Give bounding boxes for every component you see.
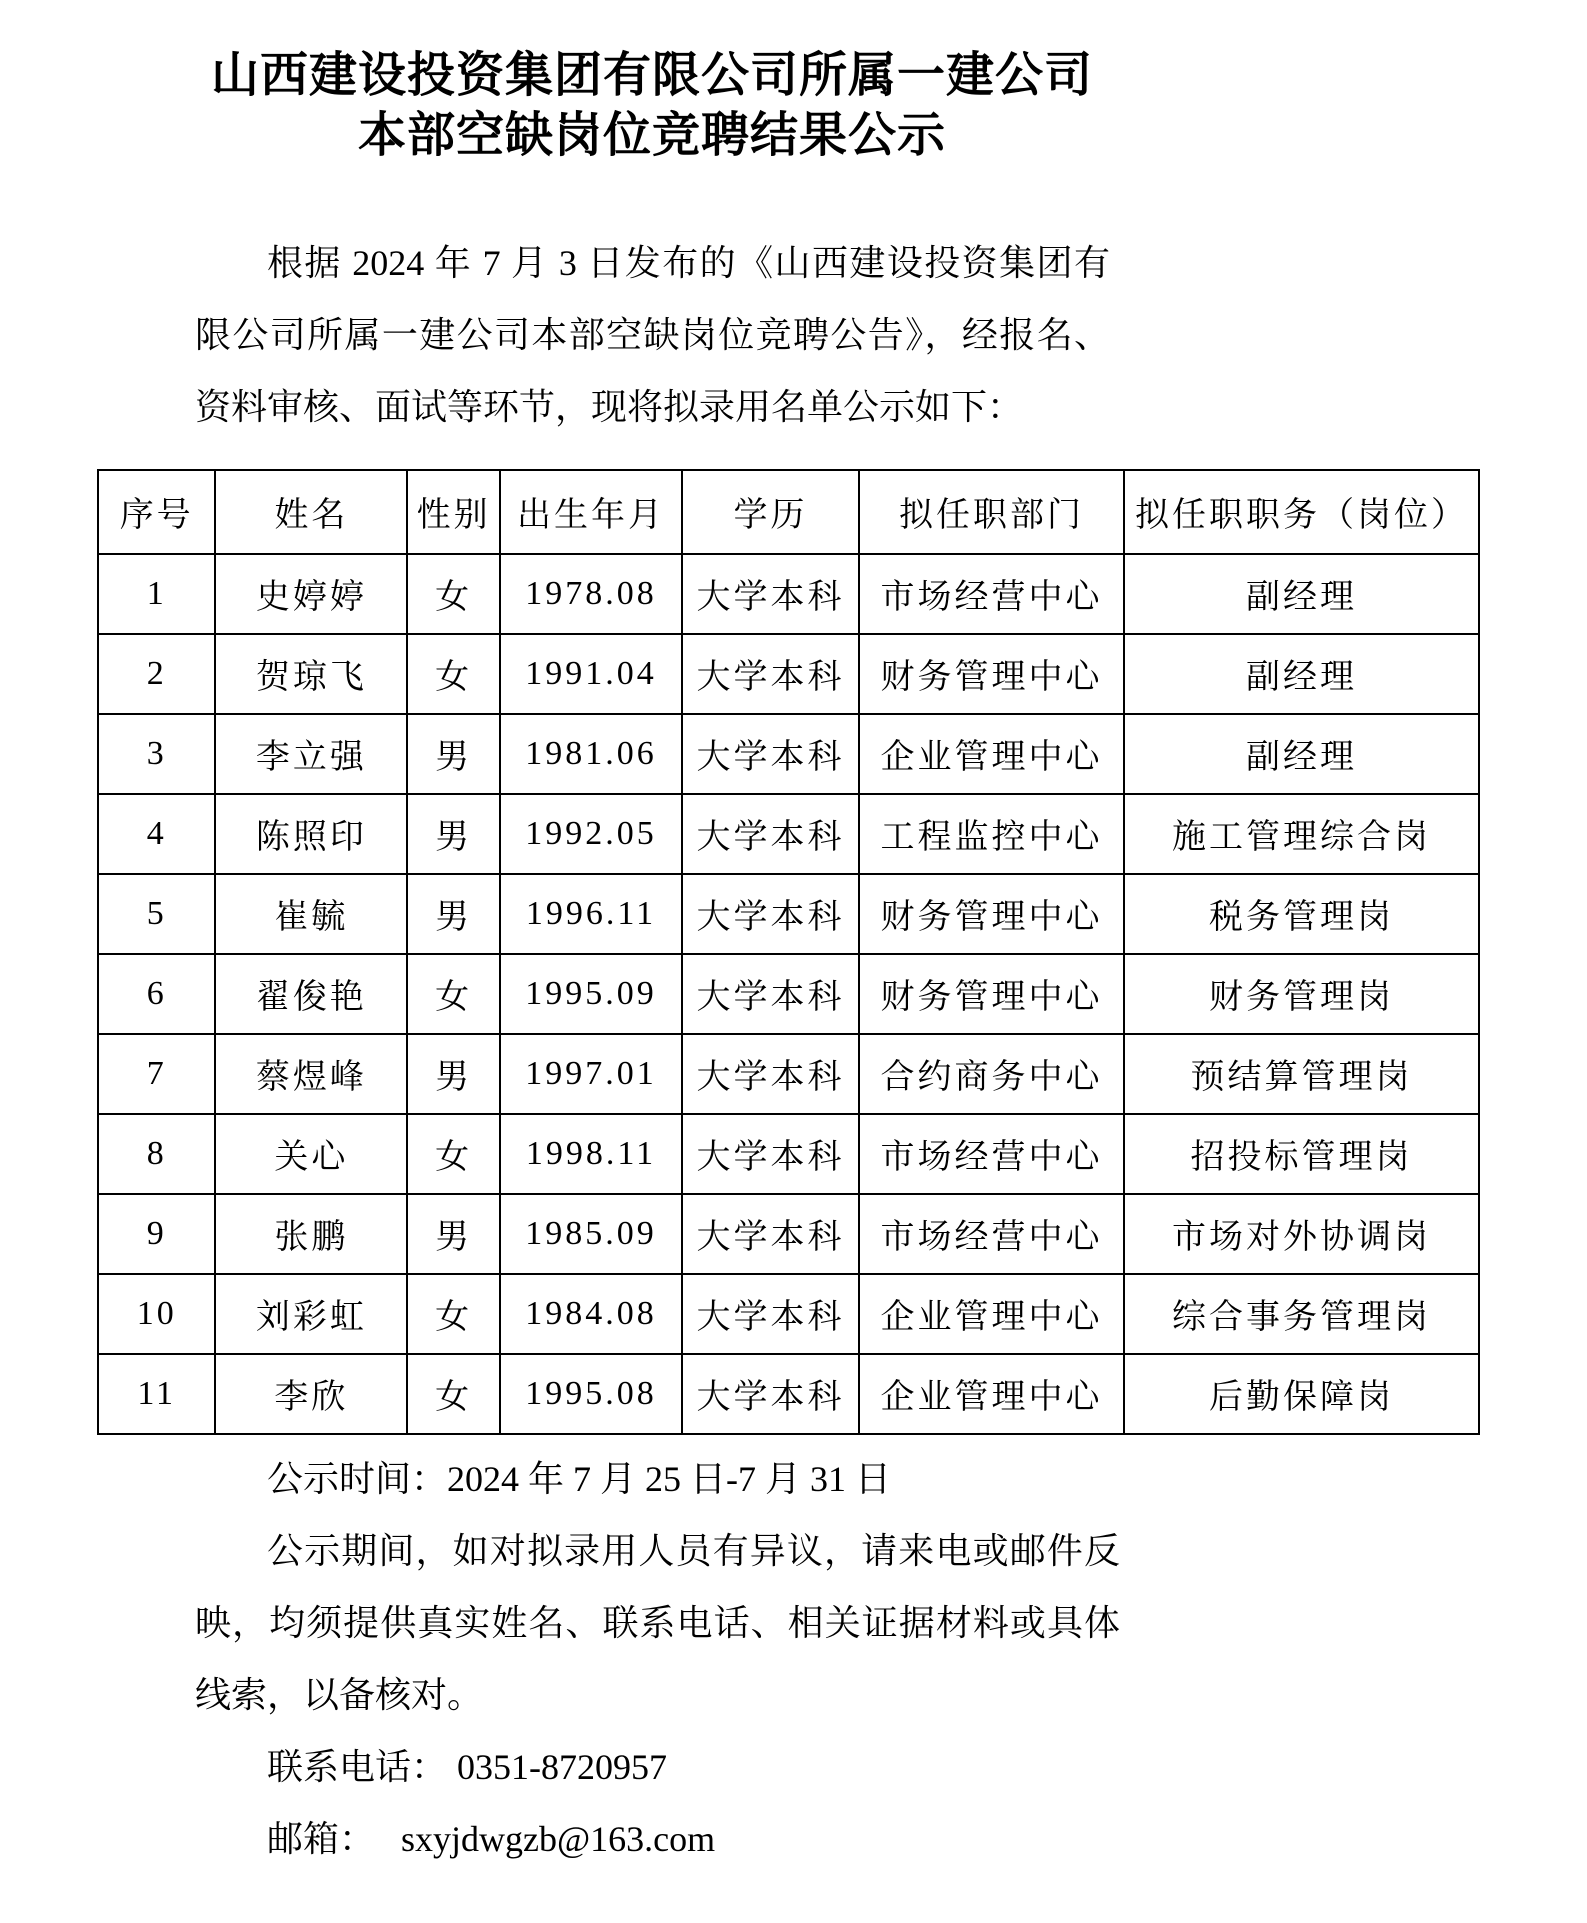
table-cell: 8 <box>98 1114 215 1194</box>
publicity-period-line: 公示时间：2024 年 7 月 25 日-7 月 31 日 <box>267 1458 891 1499</box>
table-cell: 5 <box>98 874 215 954</box>
table-cell: 大学本科 <box>682 1034 859 1114</box>
table-cell: 男 <box>407 794 500 874</box>
table-cell: 1991.04 <box>500 634 682 714</box>
table-cell: 李欣 <box>215 1354 407 1434</box>
results-table <box>97 469 1480 1435</box>
table-cell: 女 <box>407 634 500 714</box>
table-cell: 副经理 <box>1124 554 1479 634</box>
title-line-2: 本部空缺岗位竞聘结果公示 <box>357 109 946 163</box>
table-cell: 9 <box>98 1194 215 1274</box>
table-cell: 1 <box>98 554 215 634</box>
table-cell: 1981.06 <box>500 714 682 794</box>
table-cell: 企业管理中心 <box>859 714 1124 794</box>
table-cell: 贺琼飞 <box>215 634 407 714</box>
phone-label: 联系电话： <box>267 1746 448 1787</box>
table-cell: 财务管理中心 <box>859 874 1124 954</box>
table-cell: 综合事务管理岗 <box>1124 1274 1479 1354</box>
table-cell: 工程监控中心 <box>859 794 1124 874</box>
table-row <box>98 1194 1479 1274</box>
table-row <box>98 634 1479 714</box>
results-table-head <box>98 470 1479 554</box>
table-cell: 预结算管理岗 <box>1124 1034 1479 1114</box>
table-cell: 招投标管理岗 <box>1124 1114 1479 1194</box>
table-cell: 张鹏 <box>215 1194 407 1274</box>
table-cell: 后勤保障岗 <box>1124 1354 1479 1434</box>
table-cell: 1978.08 <box>500 554 682 634</box>
phone-number: 0351-8720957 <box>457 1746 668 1787</box>
email-label: 邮箱： <box>267 1818 376 1859</box>
table-row <box>98 1114 1479 1194</box>
table-cell: 副经理 <box>1124 714 1479 794</box>
table-cell: 1995.09 <box>500 954 682 1034</box>
table-cell: 1984.08 <box>500 1274 682 1354</box>
footer-notes <box>195 1443 1120 1875</box>
column-header: 序号 <box>98 470 215 554</box>
column-header: 拟任职部门 <box>859 470 1124 554</box>
email-address: sxyjdwgzb@163.com <box>401 1818 716 1859</box>
table-cell: 1992.05 <box>500 794 682 874</box>
table-cell: 男 <box>407 1034 500 1114</box>
table-row <box>98 1034 1479 1114</box>
intro-paragraph: 根据 2024 年 7 月 3 日发布的《山西建设投资集团有限公司所属一建公司本部空缺岗位竞聘公告》，经报名、资料审核、面试等环节，现将拟录用名单公示如下： <box>195 242 1110 427</box>
column-header: 出生年月 <box>500 470 682 554</box>
table-cell: 合约商务中心 <box>859 1034 1124 1114</box>
table-row <box>98 1274 1479 1354</box>
table-row <box>98 954 1479 1034</box>
table-cell: 2 <box>98 634 215 714</box>
table-row <box>98 714 1479 794</box>
table-cell: 男 <box>407 874 500 954</box>
table-cell: 1985.09 <box>500 1194 682 1274</box>
table-cell: 6 <box>98 954 215 1034</box>
table-cell: 李立强 <box>215 714 407 794</box>
objection-note: 公示期间，如对拟录用人员有异议，请来电或邮件反映，均须提供真实姓名、联系电话、相关证据材料或具体线索，以备核对。 <box>195 1530 1120 1715</box>
table-cell: 大学本科 <box>682 1194 859 1274</box>
table-cell: 大学本科 <box>682 1354 859 1434</box>
table-cell: 11 <box>98 1354 215 1434</box>
table-cell: 翟俊艳 <box>215 954 407 1034</box>
table-cell: 大学本科 <box>682 954 859 1034</box>
table-cell: 市场经营中心 <box>859 554 1124 634</box>
table-cell: 女 <box>407 954 500 1034</box>
column-header: 性别 <box>407 470 500 554</box>
table-row <box>98 794 1479 874</box>
table-cell: 大学本科 <box>682 794 859 874</box>
email-line <box>195 1803 1120 1875</box>
table-row <box>98 1354 1479 1434</box>
table-cell: 史婷婷 <box>215 554 407 634</box>
table-cell: 1997.01 <box>500 1034 682 1114</box>
table-cell: 关心 <box>215 1114 407 1194</box>
table-cell: 女 <box>407 1354 500 1434</box>
table-cell: 1995.08 <box>500 1354 682 1434</box>
table-cell: 女 <box>407 554 500 634</box>
column-header: 姓名 <box>215 470 407 554</box>
document-title <box>192 0 1112 167</box>
table-cell: 企业管理中心 <box>859 1354 1124 1434</box>
table-cell: 男 <box>407 714 500 794</box>
table-cell: 大学本科 <box>682 714 859 794</box>
table-cell: 企业管理中心 <box>859 1274 1124 1354</box>
table-cell: 大学本科 <box>682 1274 859 1354</box>
header-row <box>98 470 1479 554</box>
table-cell: 1998.11 <box>500 1114 682 1194</box>
table-cell: 大学本科 <box>682 634 859 714</box>
table-cell: 财务管理中心 <box>859 634 1124 714</box>
table-cell: 副经理 <box>1124 634 1479 714</box>
table-cell: 女 <box>407 1114 500 1194</box>
table-cell: 市场经营中心 <box>859 1194 1124 1274</box>
column-header: 拟任职职务（岗位） <box>1124 470 1479 554</box>
title-line-1: 山西建设投资集团有限公司所属一建公司 <box>210 49 1093 102</box>
table-cell: 7 <box>98 1034 215 1114</box>
table-cell: 蔡煜峰 <box>215 1034 407 1114</box>
column-header: 学历 <box>682 470 859 554</box>
table-cell: 大学本科 <box>682 1114 859 1194</box>
table-row <box>98 554 1479 634</box>
table-cell: 刘彩虹 <box>215 1274 407 1354</box>
table-cell: 市场经营中心 <box>859 1114 1124 1194</box>
table-cell: 10 <box>98 1274 215 1354</box>
table-cell: 1996.11 <box>500 874 682 954</box>
table-cell: 陈照印 <box>215 794 407 874</box>
table-cell: 男 <box>407 1194 500 1274</box>
table-cell: 财务管理中心 <box>859 954 1124 1034</box>
table-cell: 大学本科 <box>682 874 859 954</box>
table-row <box>98 874 1479 954</box>
table-cell: 女 <box>407 1274 500 1354</box>
table-cell: 3 <box>98 714 215 794</box>
table-cell: 大学本科 <box>682 554 859 634</box>
table-cell: 税务管理岗 <box>1124 874 1479 954</box>
phone-line <box>195 1731 1120 1803</box>
table-cell: 施工管理综合岗 <box>1124 794 1479 874</box>
table-cell: 崔毓 <box>215 874 407 954</box>
table-cell: 4 <box>98 794 215 874</box>
results-table-body <box>98 554 1479 1434</box>
table-cell: 财务管理岗 <box>1124 954 1479 1034</box>
table-cell: 市场对外协调岗 <box>1124 1194 1479 1274</box>
